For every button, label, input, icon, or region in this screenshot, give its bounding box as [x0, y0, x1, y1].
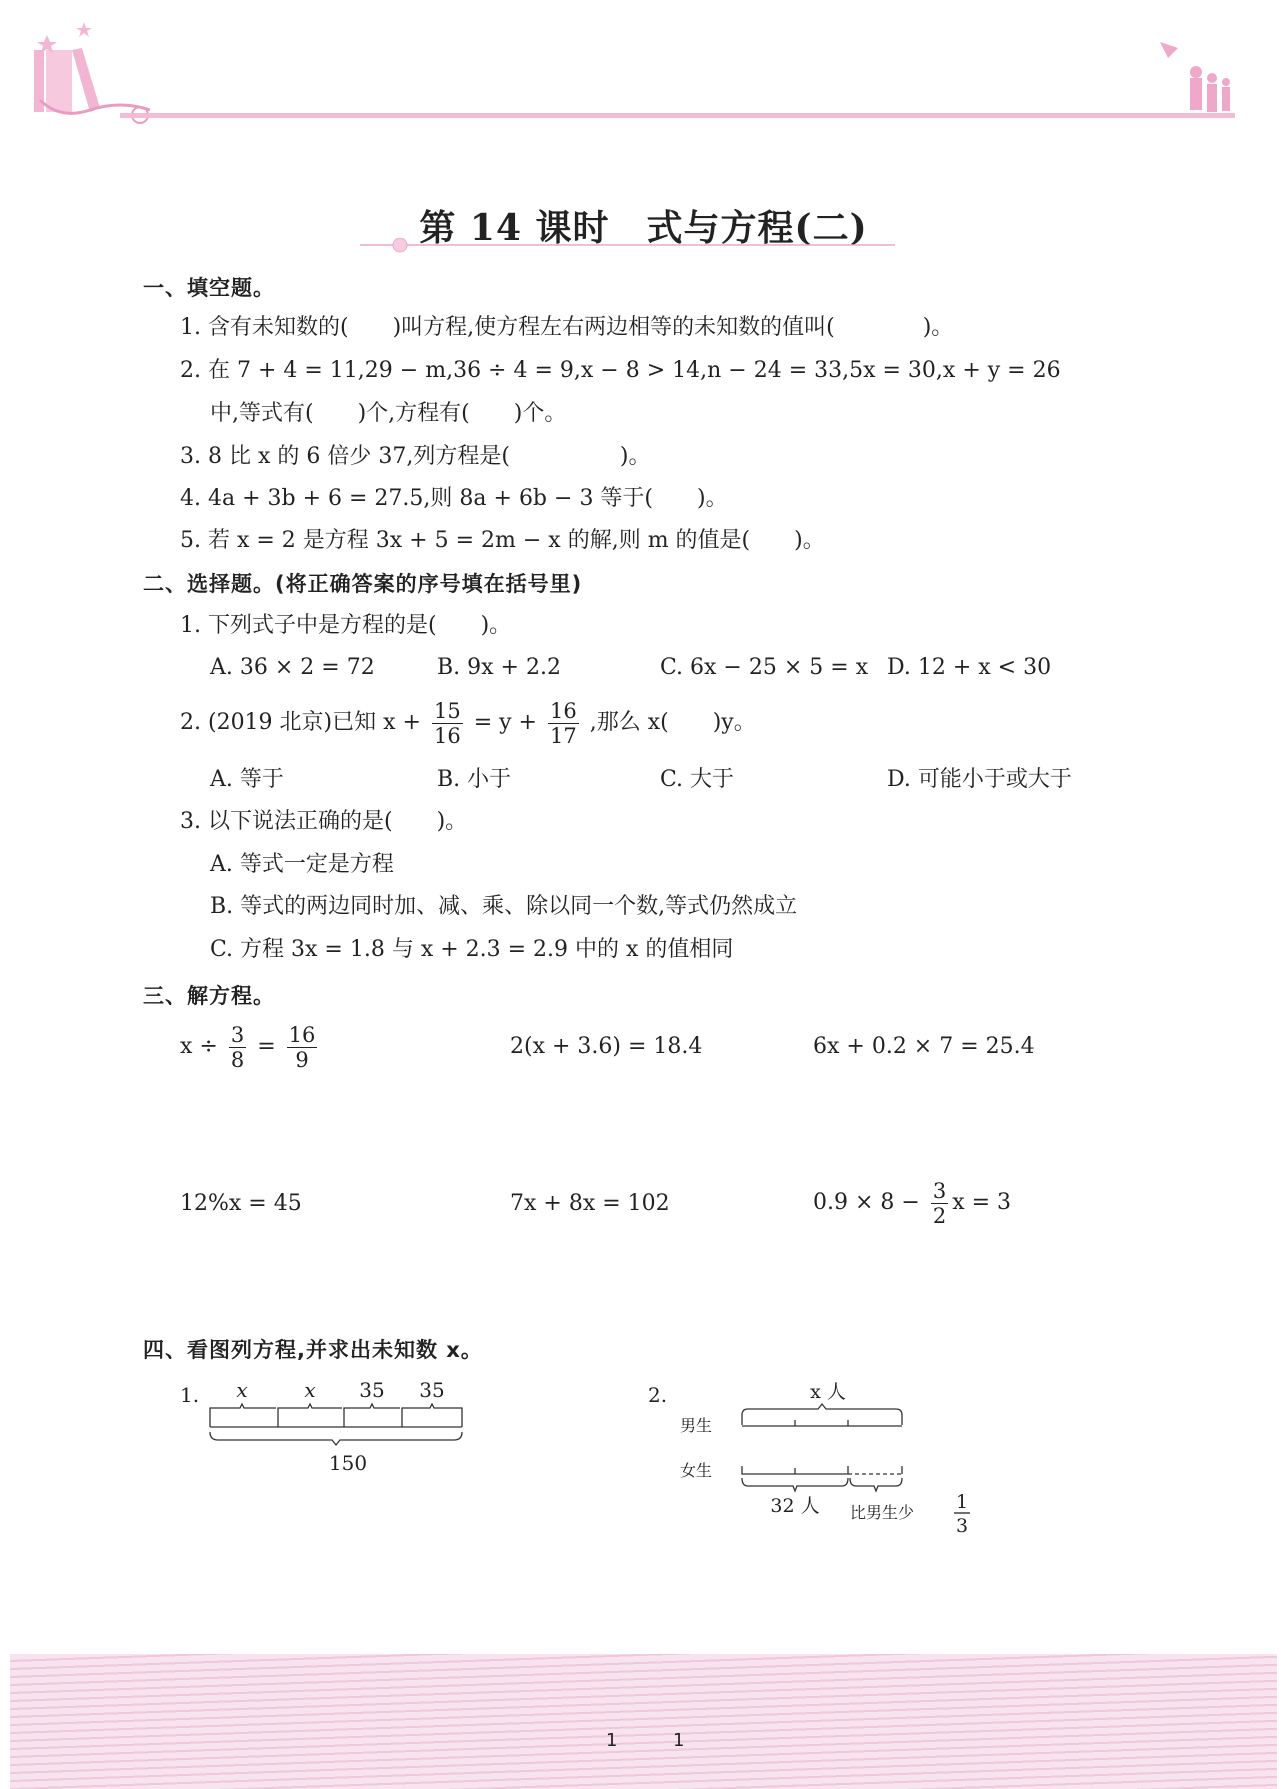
fill-item-1: 1. 含有未知数的( )叫方程,使方程左右两边相等的未知数的值叫( )。: [180, 315, 954, 340]
fraction: [229, 1023, 246, 1072]
page-title: 第 14 课时 式与方程(二): [419, 207, 868, 249]
girls-label: 女生: [680, 1461, 713, 1480]
q1-option-b: B. 9x + 2.2: [437, 655, 561, 680]
segment-bar: [210, 1404, 462, 1445]
choice-q3: 3. 以下说法正确的是( )。: [180, 809, 468, 834]
section-4-heading: 四、看图列方程,并求出未知数 x。: [143, 1338, 483, 1362]
diagram-2-number: 2.: [648, 1383, 668, 1407]
q3-option-c: C. 方程 3x = 1.8 与 x + 2.3 = 2.9 中的 x 的值相同: [210, 937, 734, 962]
boys-total-label: x 人: [810, 1381, 846, 1403]
q3-option-b: B. 等式的两边同时加、减、乘、除以同一个数,等式仍然成立: [210, 894, 798, 919]
q3-option-a: A. 等式一定是方程: [210, 852, 394, 877]
fraction-numerator: 1: [955, 1491, 969, 1513]
section-2-heading: 二、选择题。(将正确答案的序号填在括号里): [143, 572, 583, 596]
q2-option-a: A. 等于: [210, 767, 284, 792]
numerator: 16: [288, 1022, 316, 1047]
numerator: 15: [433, 698, 461, 723]
fill-item-2: 2. 在 7 + 4 = 11,29 − m,36 ÷ 4 = 9,x − 8 > 14,n − 24 = 33,5x = 30,x + y = 26: [180, 358, 1061, 383]
numerator: 3: [932, 1178, 947, 1203]
section-1-heading: 一、填空题。: [143, 276, 275, 300]
equation-4: 12%x = 45: [180, 1191, 302, 1216]
denominator: 8: [230, 1047, 245, 1072]
q2-option-c: C. 大于: [660, 767, 735, 792]
equation-2: 2(x + 3.6) = 18.4: [510, 1034, 703, 1059]
numerator: 16: [550, 698, 577, 723]
fill-item-2-cont: 中,等式有( )个,方程有( )个。: [210, 401, 567, 426]
q2-suffix: ,那么 x( )y。: [589, 710, 756, 735]
header-line: [120, 113, 1235, 118]
numerator: 3: [230, 1022, 245, 1047]
q1-option-c: C. 6x − 25 × 5 = x: [660, 655, 869, 680]
q2-option-b: B. 小于: [437, 767, 512, 792]
fraction: [287, 1023, 318, 1072]
diagram-2: [640, 1370, 980, 1540]
denominator: 16: [433, 723, 461, 748]
equation-3: 6x + 0.2 × 7 = 25.4: [813, 1034, 1035, 1059]
title-underline: [360, 238, 900, 254]
eq6-suffix: x = 3: [952, 1190, 1012, 1215]
boys-label: 男生: [680, 1416, 713, 1435]
equation-5: 7x + 8x = 102: [510, 1191, 670, 1216]
diagram-1-number: 1.: [180, 1383, 200, 1407]
header-decoration: [0, 0, 1287, 140]
kids-with-kite-icon: [1160, 42, 1230, 112]
q1-option-a: A. 36 × 2 = 72: [210, 655, 375, 680]
page-number: 1: [606, 1730, 618, 1751]
q2-mid: = y +: [473, 710, 537, 735]
fraction: [432, 699, 463, 748]
denominator: 2: [932, 1203, 947, 1228]
boys-bar: [742, 1404, 902, 1426]
girls-bar: [742, 1466, 902, 1491]
equation-6: [813, 1176, 1011, 1230]
choice-q2: [180, 696, 756, 750]
q2-option-d: D. 可能小于或大于: [887, 767, 1072, 792]
denominator: 17: [550, 723, 577, 748]
fraction-denominator: 3: [955, 1515, 969, 1537]
fraction: [931, 1179, 948, 1228]
segment-label: x: [304, 1378, 316, 1402]
fill-item-3: 3. 8 比 x 的 6 倍少 37,列方程是( )。: [180, 444, 651, 469]
equation-1: [180, 1020, 321, 1074]
girls-known-label: 32 人: [770, 1495, 820, 1517]
choice-q1: 1. 下列式子中是方程的是( )。: [180, 613, 512, 638]
fill-item-4: 4. 4a + 3b + 6 = 27.5,则 8a + 6b − 3 等于( )。: [180, 486, 728, 511]
footer-band: [10, 1654, 1277, 1789]
section-3-heading: 三、解方程。: [143, 984, 275, 1008]
eq1-prefix: x ÷: [180, 1034, 218, 1059]
diagram-1: [170, 1370, 490, 1480]
eq1-equals: =: [257, 1034, 276, 1059]
page-number: 1: [673, 1730, 685, 1751]
denominator: 9: [295, 1047, 309, 1072]
segment-label: 35: [359, 1378, 385, 1402]
fill-item-5: 5. 若 x = 2 是方程 3x + 5 = 2m − x 的解,则 m 的值是( )。: [180, 528, 825, 553]
books-ornament-icon: [34, 22, 150, 123]
total-label: 150: [328, 1451, 368, 1475]
q2-prefix: 2. (2019 北京)已知 x +: [180, 710, 421, 735]
segment-label: 35: [419, 1378, 445, 1402]
segment-label: x: [236, 1378, 248, 1402]
q1-option-d: D. 12 + x < 30: [887, 655, 1052, 680]
less-than-label: 比男生少: [850, 1503, 915, 1522]
eq6-prefix: 0.9 × 8 −: [813, 1190, 920, 1215]
fraction: [548, 699, 579, 748]
